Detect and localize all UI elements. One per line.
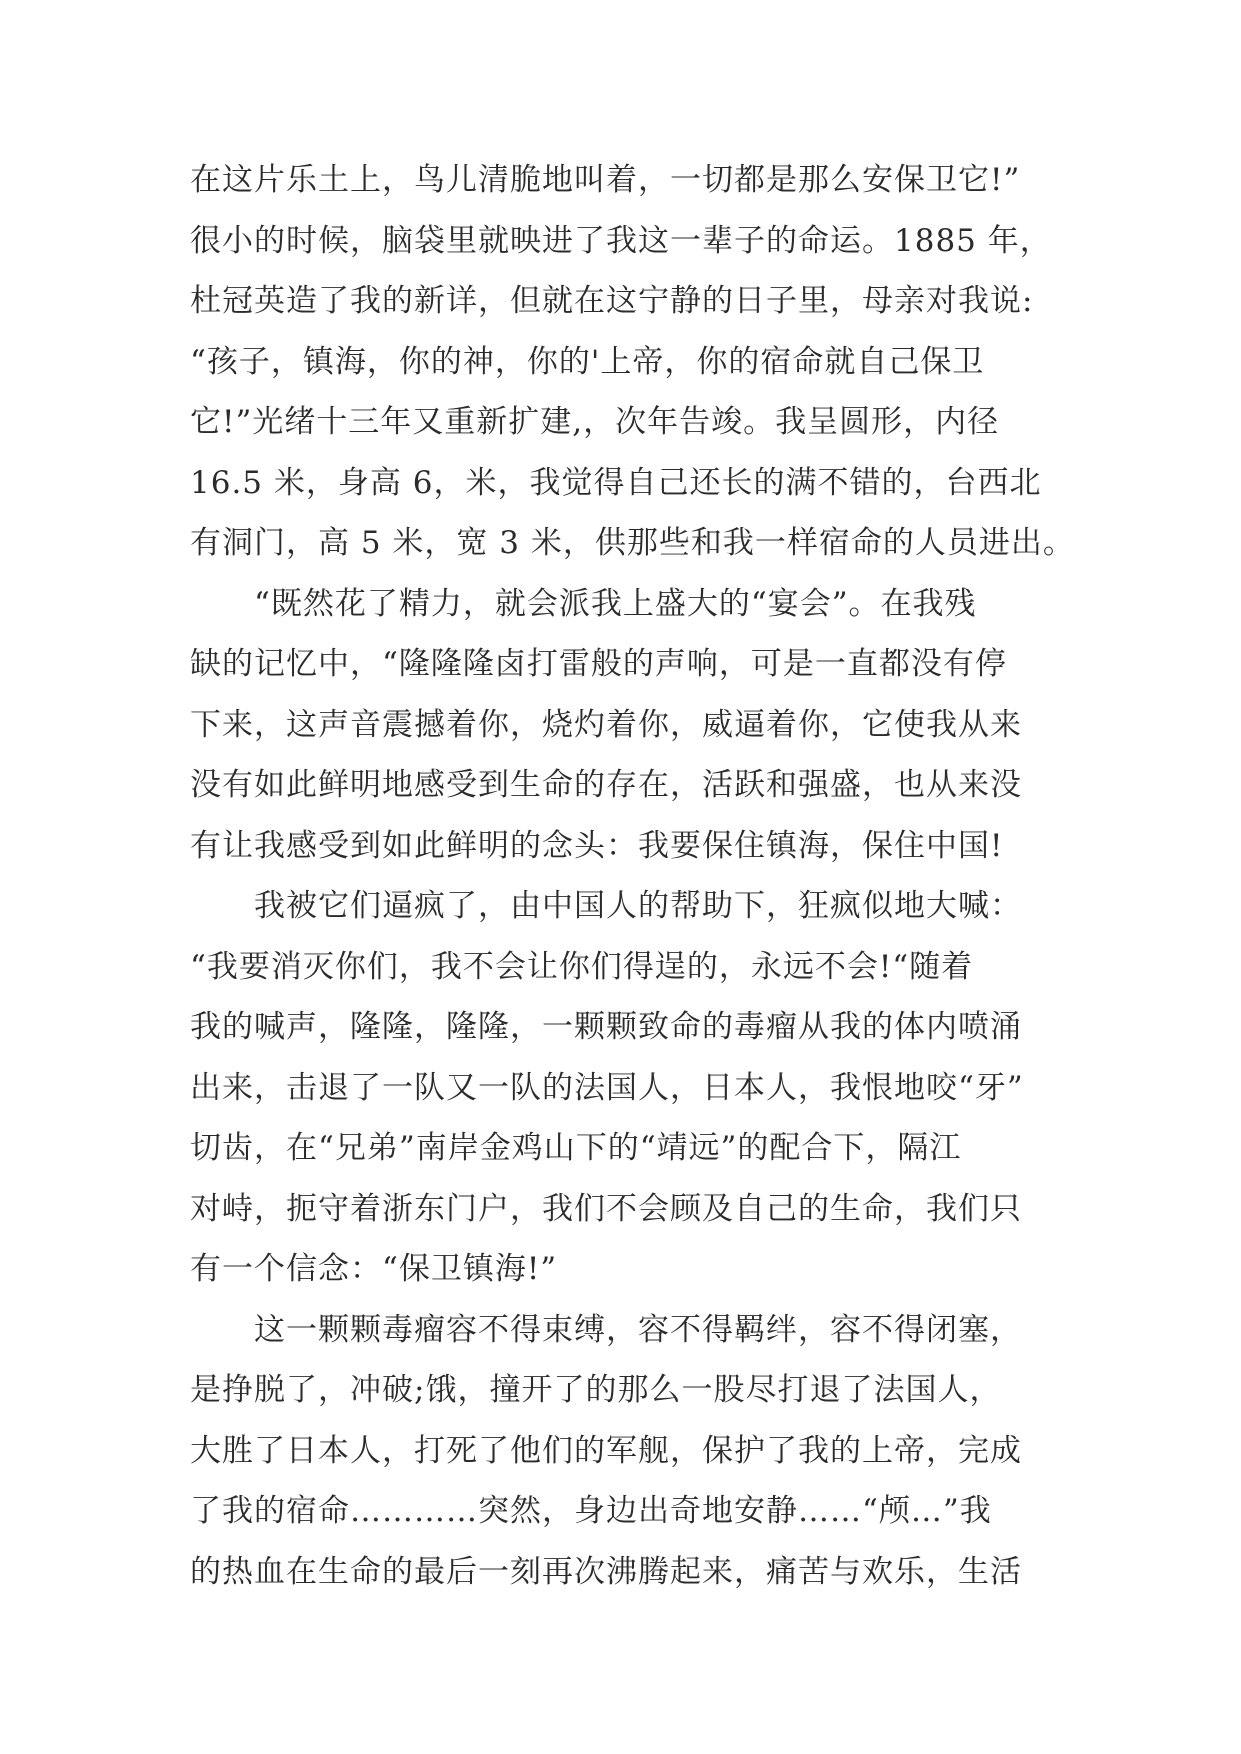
text-line: 切齿，在“兄弟”南岸金鸡山下的“靖远”的配合下，隔江 <box>190 1130 962 1166</box>
text-line: 这一颗颗毒瘤容不得束缚，容不得羁绊，容不得闭塞， <box>190 1311 1022 1348</box>
text-line: 16.5 米，身高 6，米，我觉得自己还长的满不错的，台西北 <box>190 464 1042 501</box>
body-text <box>190 150 1075 1602</box>
text-line: 了我的宿命…………突然，身边出奇地安静……“颅…”我 <box>190 1493 992 1529</box>
text-line: 出来，击退了一队又一队的法国人，日本人，我恨地咬“牙” <box>190 1069 1024 1106</box>
text-line: “孩子，镇海，你的神，你的'上帝，你的宿命就自己保卫 <box>190 343 985 380</box>
text-line: 它!”光绪十三年又重新扩建,，次年告竣。我呈圆形，内径 <box>190 404 1000 440</box>
text-line: “既然花了精力，就会派我上盛大的“宴会”。在我残 <box>190 585 977 622</box>
text-line: 缺的记忆中，“隆隆隆卤打雷般的声响，可是一直都没有停 <box>190 646 1007 682</box>
text-line: 是挣脱了，冲破;饿，撞开了的那么一股尽打退了法国人， <box>190 1372 1002 1408</box>
text-line: 大胜了日本人，打死了他们的军舰，保护了我的上帝，完成 <box>190 1432 1022 1469</box>
text-line: “我要消灭你们，我不会让你们得逞的，永远不会!“随着 <box>190 948 974 985</box>
text-line: 下来，这声音震撼着你，烧灼着你，威逼着你，它使我从来 <box>190 706 1022 743</box>
text-line: 没有如此鲜明地感受到生命的存在，活跃和强盛，也从来没 <box>190 767 1022 803</box>
text-line: 我被它们逼疯了，由中国人的帮助下，狂疯似地大喊： <box>190 888 1022 924</box>
text-line: 有让我感受到如此鲜明的念头：我要保住镇海，保住中国! <box>190 827 1004 864</box>
text-line: 的热血在生命的最后一刻再次沸腾起来，痛苦与欢乐，生活 <box>190 1553 1022 1590</box>
text-line: 有一个信念：“保卫镇海!” <box>190 1251 558 1287</box>
text-line: 对峙，扼守着浙东门户，我们不会顾及自己的生命，我们只 <box>190 1190 1022 1227</box>
text-line: 我的喊声，隆隆，隆隆，一颗颗致命的毒瘤从我的体内喷涌 <box>190 1009 1022 1045</box>
text-line: 有洞门，高 5 米，宽 3 米，供那些和我一样宿命的人员进出。 <box>190 525 1075 561</box>
text-line: 在这片乐土上，鸟儿清脆地叫着，一切都是那么安保卫它!” <box>190 162 1021 198</box>
text-line: 很小的时候，脑袋里就映进了我这一辈子的命运。1885 年， <box>190 222 1052 259</box>
text-line: 杜冠英造了我的新详，但就在这宁静的日子里，母亲对我说: <box>190 283 1034 319</box>
